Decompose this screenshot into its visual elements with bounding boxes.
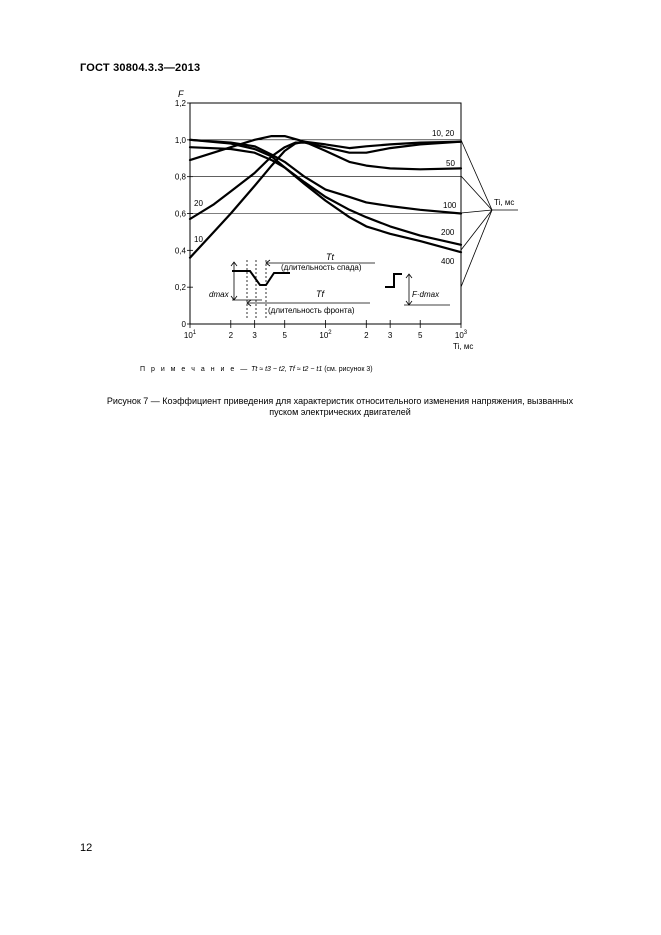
ti-bracket-line-2 <box>461 176 492 210</box>
y-tick-label-5: 1,0 <box>174 135 186 145</box>
ti-bracket-line-4 <box>461 210 492 250</box>
curve-label-6: 10 <box>194 235 203 244</box>
y-tick-label-2: 0,4 <box>174 246 186 256</box>
x-tick-exponent-0: 1 <box>192 330 197 336</box>
x-tick-label-4: $10^2$ <box>319 330 332 340</box>
x-tick-label-8: $10^3$ <box>454 330 468 340</box>
chart-ticks <box>175 99 468 340</box>
dmax-label: dmax <box>209 290 229 299</box>
f-dmax-label: F·dmax <box>412 290 440 299</box>
caption-line-2: пуском электрических двигателей <box>269 407 411 417</box>
series-line-200 <box>190 147 461 245</box>
note-formula: Tt ≈ t3 − t2, Tf ≈ t2 − t1 <box>251 366 323 373</box>
ti-bracket <box>461 140 518 287</box>
curve-label-3: 200 <box>441 228 455 237</box>
y-axis-title: F <box>178 89 184 99</box>
tf-symbol: Tf <box>316 289 324 299</box>
y-tick-label-3: 0,6 <box>174 209 186 219</box>
x-tick-label-6: 3 <box>387 331 393 340</box>
caption-line-1: Рисунок 7 — Коэффициент приведения для характеристик относительного изменения напряжения, вызванных <box>106 396 574 406</box>
y-tick-label-6: 1,2 <box>174 99 186 108</box>
x-tick-label-5: 2 <box>364 331 369 340</box>
x-tick-exponent-4: 2 <box>328 330 332 336</box>
tt-description: (длительность спада) <box>281 263 362 272</box>
series-line-20 <box>190 142 461 219</box>
y-tick-label-0: 0 <box>181 320 186 329</box>
ti-bracket-line-3 <box>461 210 492 213</box>
series-line-50 <box>190 136 461 169</box>
document-header: ГОСТ 30804.3.3—2013 <box>80 62 201 74</box>
y-tick-label-4: 0,8 <box>174 172 186 182</box>
figure-caption <box>60 396 620 418</box>
chart-series <box>190 136 461 258</box>
x-tick-exponent-8: 3 <box>463 330 468 336</box>
curve-label-4: 400 <box>441 257 455 266</box>
ti-side-label: Ti, мс <box>494 198 515 207</box>
curve-label-5: 20 <box>194 199 203 208</box>
figure-note <box>140 366 373 373</box>
x-tick-label-0: $10^1$ <box>183 330 197 340</box>
ti-bracket-line-1 <box>461 140 492 210</box>
curve-label-2: 100 <box>443 201 457 210</box>
tf-description: (длительность фронта) <box>268 306 355 315</box>
tt-symbol: Tt <box>326 252 334 262</box>
figure-7-chart <box>0 0 661 360</box>
step-waveform <box>385 274 402 287</box>
curve-label-0: 10, 20 <box>432 129 455 138</box>
ti-bracket-line-5 <box>461 210 492 287</box>
note-prefix: П р и м е ч а н и е — <box>140 366 250 373</box>
x-tick-label-7: 5 <box>417 331 423 340</box>
x-tick-label-2: 3 <box>252 331 257 340</box>
curve-label-1: 50 <box>446 159 455 168</box>
pulse-waveform <box>232 271 290 285</box>
x-tick-label-1: 2 <box>228 331 234 340</box>
x-tick-label-3: 5 <box>282 331 287 340</box>
note-suffix: (см. рисунок 3) <box>324 366 373 373</box>
x-axis-title: Ti, мс <box>453 342 474 351</box>
y-tick-label-1: 0,2 <box>174 283 186 293</box>
page-number: 12 <box>80 842 93 854</box>
